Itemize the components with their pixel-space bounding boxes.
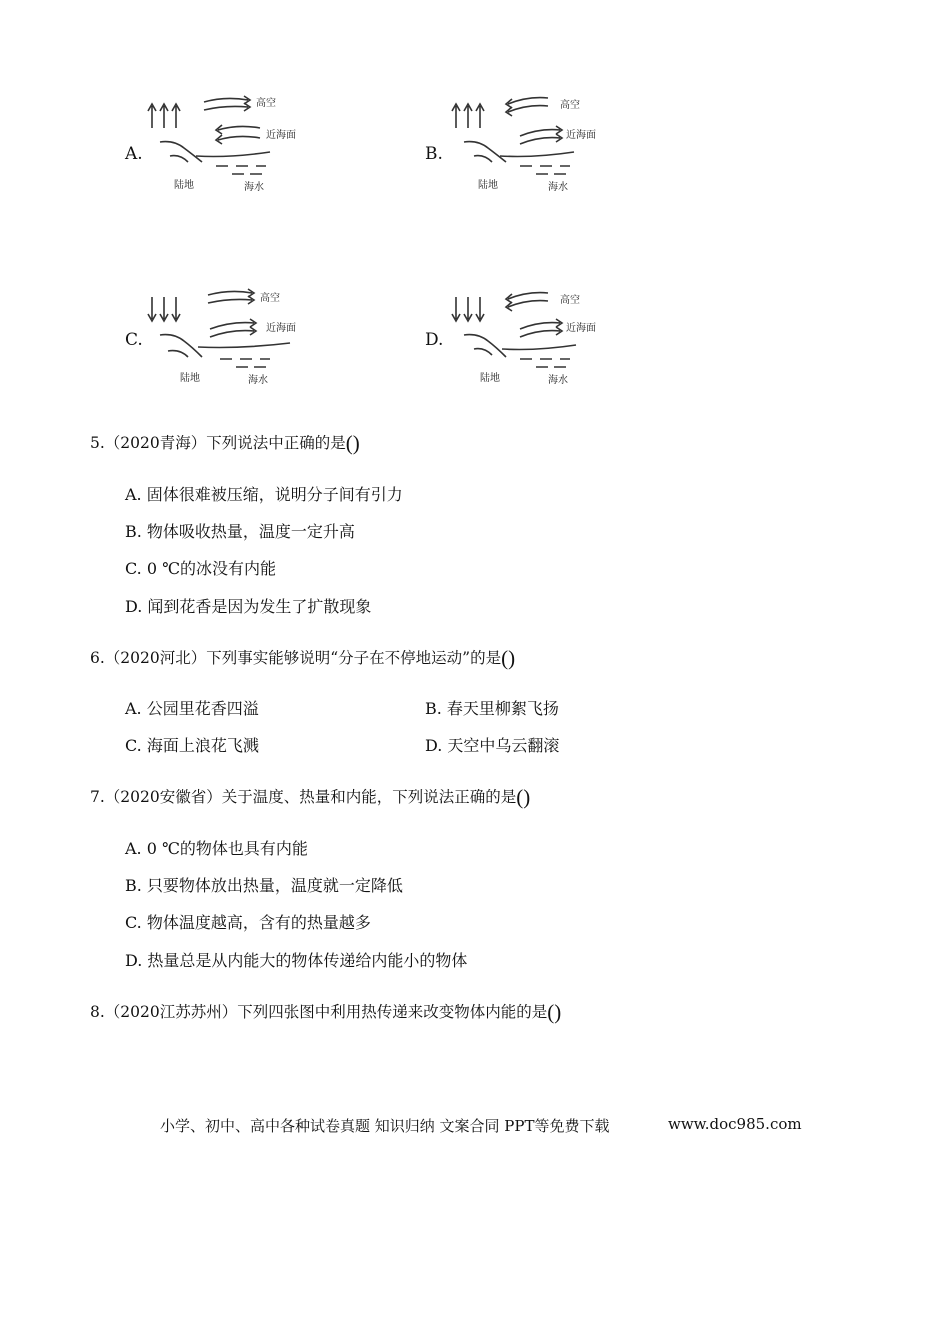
down-arrow-icon (148, 297, 156, 321)
up-arrow-icon (464, 104, 472, 128)
down-arrow-icon (464, 297, 472, 321)
question-7-option-d: D. 热量总是从内能大的物体传递给内能小的物体 (125, 951, 468, 970)
question-7-option-a: A. 0 ℃的物体也具有内能 (125, 839, 308, 858)
question-6-option-d: D. 天空中乌云翻滚 (425, 736, 560, 755)
up-arrow-icon (452, 104, 460, 128)
svg-text:海水: 海水 (548, 375, 568, 386)
question-5-option-b: B. 物体吸收热量，温度一定升高 (125, 522, 355, 541)
question-6-option-a: A. 公园里花香四溢 (125, 699, 259, 718)
question-6-option-b: B. 春天里柳絮飞扬 (425, 699, 559, 718)
down-arrow-icon (452, 297, 460, 321)
svg-text:高空: 高空 (260, 293, 280, 304)
question-5-option-c: C. 0 ℃的冰没有内能 (125, 559, 277, 578)
question-5-option-a: A. 固体很难被压缩，说明分子间有引力 (125, 485, 403, 504)
question-6-stem: 6.（2020河北）下列事实能够说明“分子在不停地运动”的是() (90, 646, 516, 670)
figure-c-diagram (140, 285, 300, 399)
svg-text:近海面: 近海面 (266, 130, 296, 141)
question-6-option-c: C. 海面上浪花飞溅 (125, 736, 259, 755)
svg-text:陆地: 陆地 (480, 373, 500, 384)
question-7-option-b: B. 只要物体放出热量，温度就一定降低 (125, 876, 403, 895)
svg-text:海水: 海水 (548, 182, 568, 193)
question-7-option-c: C. 物体温度越高，含有的热量越多 (125, 913, 371, 932)
down-arrow-icon (476, 297, 484, 321)
footer-url[interactable]: www.doc985.com (668, 1115, 802, 1133)
svg-text:高空: 高空 (256, 98, 276, 109)
svg-text:陆地: 陆地 (478, 180, 498, 191)
question-7-stem: 7.（2020安徽省）关于温度、热量和内能，下列说法正确的是() (90, 785, 531, 809)
up-arrow-icon (148, 104, 156, 128)
svg-text:海水: 海水 (244, 182, 264, 193)
figure-a-letter: A. (125, 144, 143, 164)
footer-text: 小学、初中、高中各种试卷真题 知识归纳 文案合同 PPT等免费下载 (160, 1117, 610, 1135)
up-arrow-icon (172, 104, 180, 128)
svg-text:高空: 高空 (560, 100, 580, 111)
down-arrow-icon (172, 297, 180, 321)
svg-text:近海面: 近海面 (566, 130, 596, 141)
figure-b-diagram (440, 92, 600, 206)
figure-d-diagram (440, 285, 600, 399)
question-8-stem: 8.（2020江苏苏州）下列四张图中利用热传递来改变物体内能的是() (90, 1000, 562, 1024)
svg-text:陆地: 陆地 (174, 180, 194, 191)
svg-text:高空: 高空 (560, 295, 580, 306)
up-arrow-icon (160, 104, 168, 128)
up-arrow-icon (476, 104, 484, 128)
svg-text:近海面: 近海面 (566, 323, 596, 334)
figure-c-letter: C. (125, 330, 143, 350)
svg-text:陆地: 陆地 (180, 373, 200, 384)
svg-text:近海面: 近海面 (266, 323, 296, 334)
question-5-stem: 5.（2020青海）下列说法中正确的是() (90, 431, 360, 455)
svg-text:海水: 海水 (248, 375, 268, 386)
down-arrow-icon (160, 297, 168, 321)
question-5-option-d: D. 闻到花香是因为发生了扩散现象 (125, 597, 372, 616)
figure-b-letter: B. (425, 144, 443, 164)
figure-a-diagram (140, 92, 300, 206)
figure-d-letter: D. (425, 330, 444, 350)
